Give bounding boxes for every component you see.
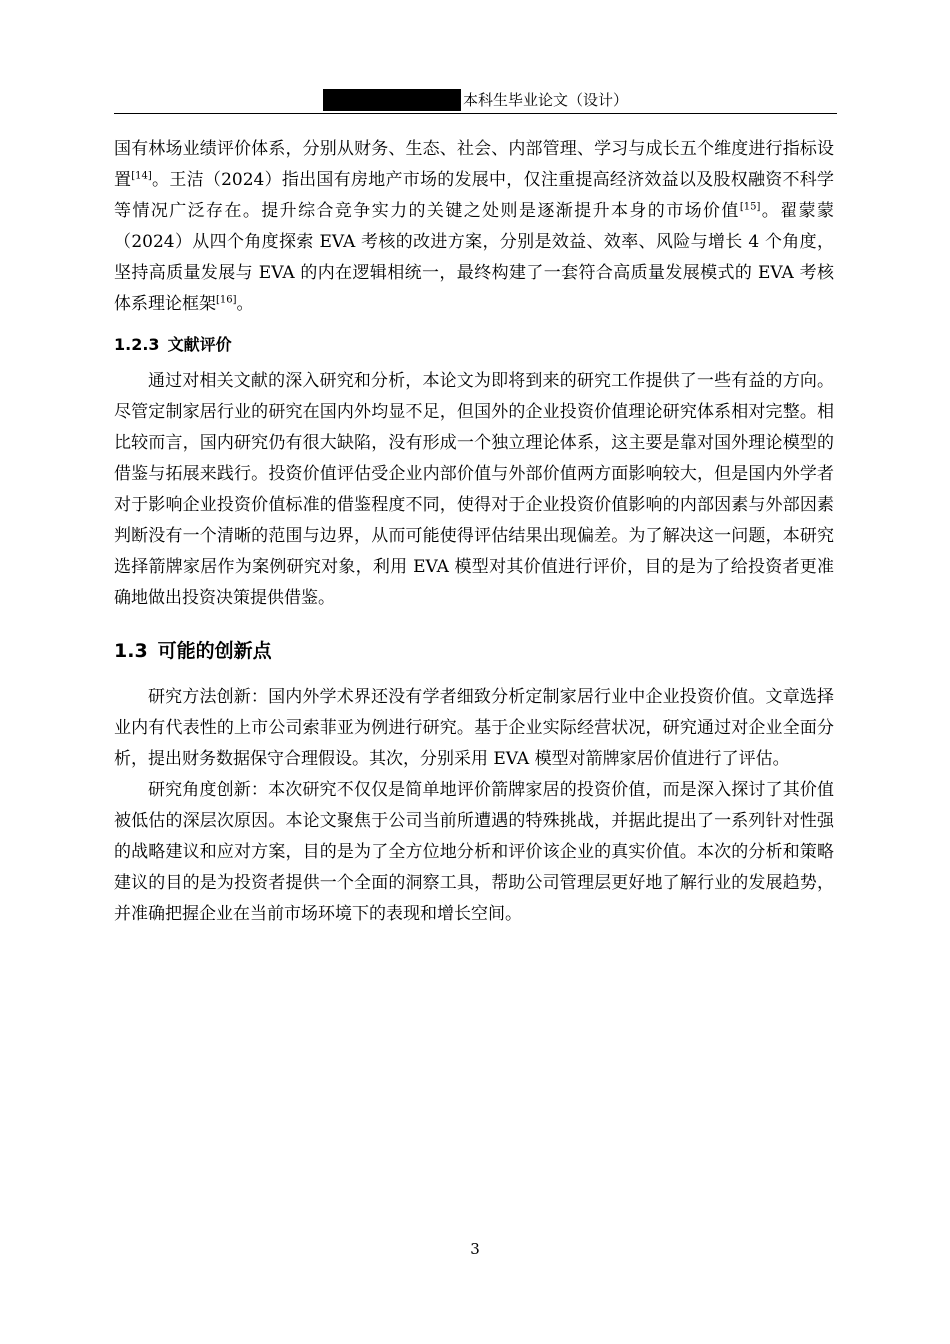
section-number: 1.3 — [114, 640, 148, 662]
section-number: 1.2.3 — [114, 335, 160, 354]
perspective-innovation-paragraph: 研究角度创新：本次研究不仅仅是简单地评价箭牌家居的投资价值，而是深入探讨了其价值被低估的深层次原因。本论文聚焦于公司当前所遭遇的特殊挑战，并据此提出了一系列针对性强的战略建议和应对方案，目的是为了全方位地分析和评价该企业的真实价值。本次的分析和策略建议的目的是为投资者提供一个全面的洞察工具，帮助公司管理层更好地了解行业的发展趋势，并准确把握企业在当前市场环境下的表现和增长空间。 — [114, 780, 834, 924]
paragraph-text: 国有林场业绩评价体系，分别从财务、生态、社会、内部管理、学习与成长五个维度进行指标设置 — [114, 139, 834, 190]
paragraph-text: 。王洁（2024）指出国有房地产市场的发展中，仅注重提高经济效益以及股权融资不科学等情况广泛存在。提升综合竞争实力的关键之处则是逐渐提升本身的市场价值 — [114, 170, 835, 221]
section-title: 文献评价 — [167, 335, 232, 354]
method-innovation-paragraph: 研究方法创新：国内外学术界还没有学者细致分析定制家居行业中企业投资价值。文章选择业内有代表性的上市公司索菲亚为例进行研究。基于企业实际经营状况，研究通过对企业全面分析，提出财务数据保守合理假设。其次，分别采用 EVA 模型对箭牌家居价值进行了评估。 — [114, 687, 834, 769]
continued-paragraph — [114, 134, 834, 320]
paragraph-text: 。 — [236, 294, 254, 314]
redacted-university-name — [323, 89, 461, 111]
citation-ref: [15] — [739, 201, 761, 213]
page-number: 3 — [470, 1240, 480, 1258]
literature-review-paragraph: 通过对相关文献的深入研究和分析，本论文为即将到来的研究工作提供了一些有益的方向。尽管定制家居行业的研究在国内外均显不足，但国外的企业投资价值理论研究体系相对完整。相比较而言，国内研究仍有很大缺陷，没有形成一个独立理论体系，这主要是靠对国外理论模型的借鉴与拓展来践行。投资价值评估受企业内部价值与外部价值两方面影响较大，但是国内外学者对于影响企业投资价值标准的借鉴程度不同，使得对于企业投资价值影响的内部因素与外部因素判断没有一个清晰的范围与边界，从而可能使得评估结果出现偏差。为了解决这一问题，本研究选择箭牌家居作为案例研究对象，利用 EVA 模型对其价值进行评价，目的是为了给投资者更准确地做出投资决策提供借鉴。 — [114, 371, 834, 608]
page-header — [114, 88, 837, 114]
page-body — [114, 134, 834, 930]
section-heading-1-3 — [114, 636, 834, 666]
paragraph-text: 。翟蒙蒙（2024）从四个角度探索 EVA 考核的改进方案，分别是效益、效率、风险与增长 4 个角度，坚持高质量发展与 EVA 的内在逻辑相统一，最终构建了一套符合高质量发展模式的 EVA 考核体系理论框架 — [114, 201, 835, 314]
citation-ref: [14] — [131, 170, 152, 182]
section-title: 可能的创新点 — [157, 640, 272, 662]
citation-ref: [16] — [216, 294, 237, 306]
section-heading-1-2-3 — [114, 332, 834, 358]
header-title: 本科生毕业论文（设计） — [462, 91, 628, 109]
